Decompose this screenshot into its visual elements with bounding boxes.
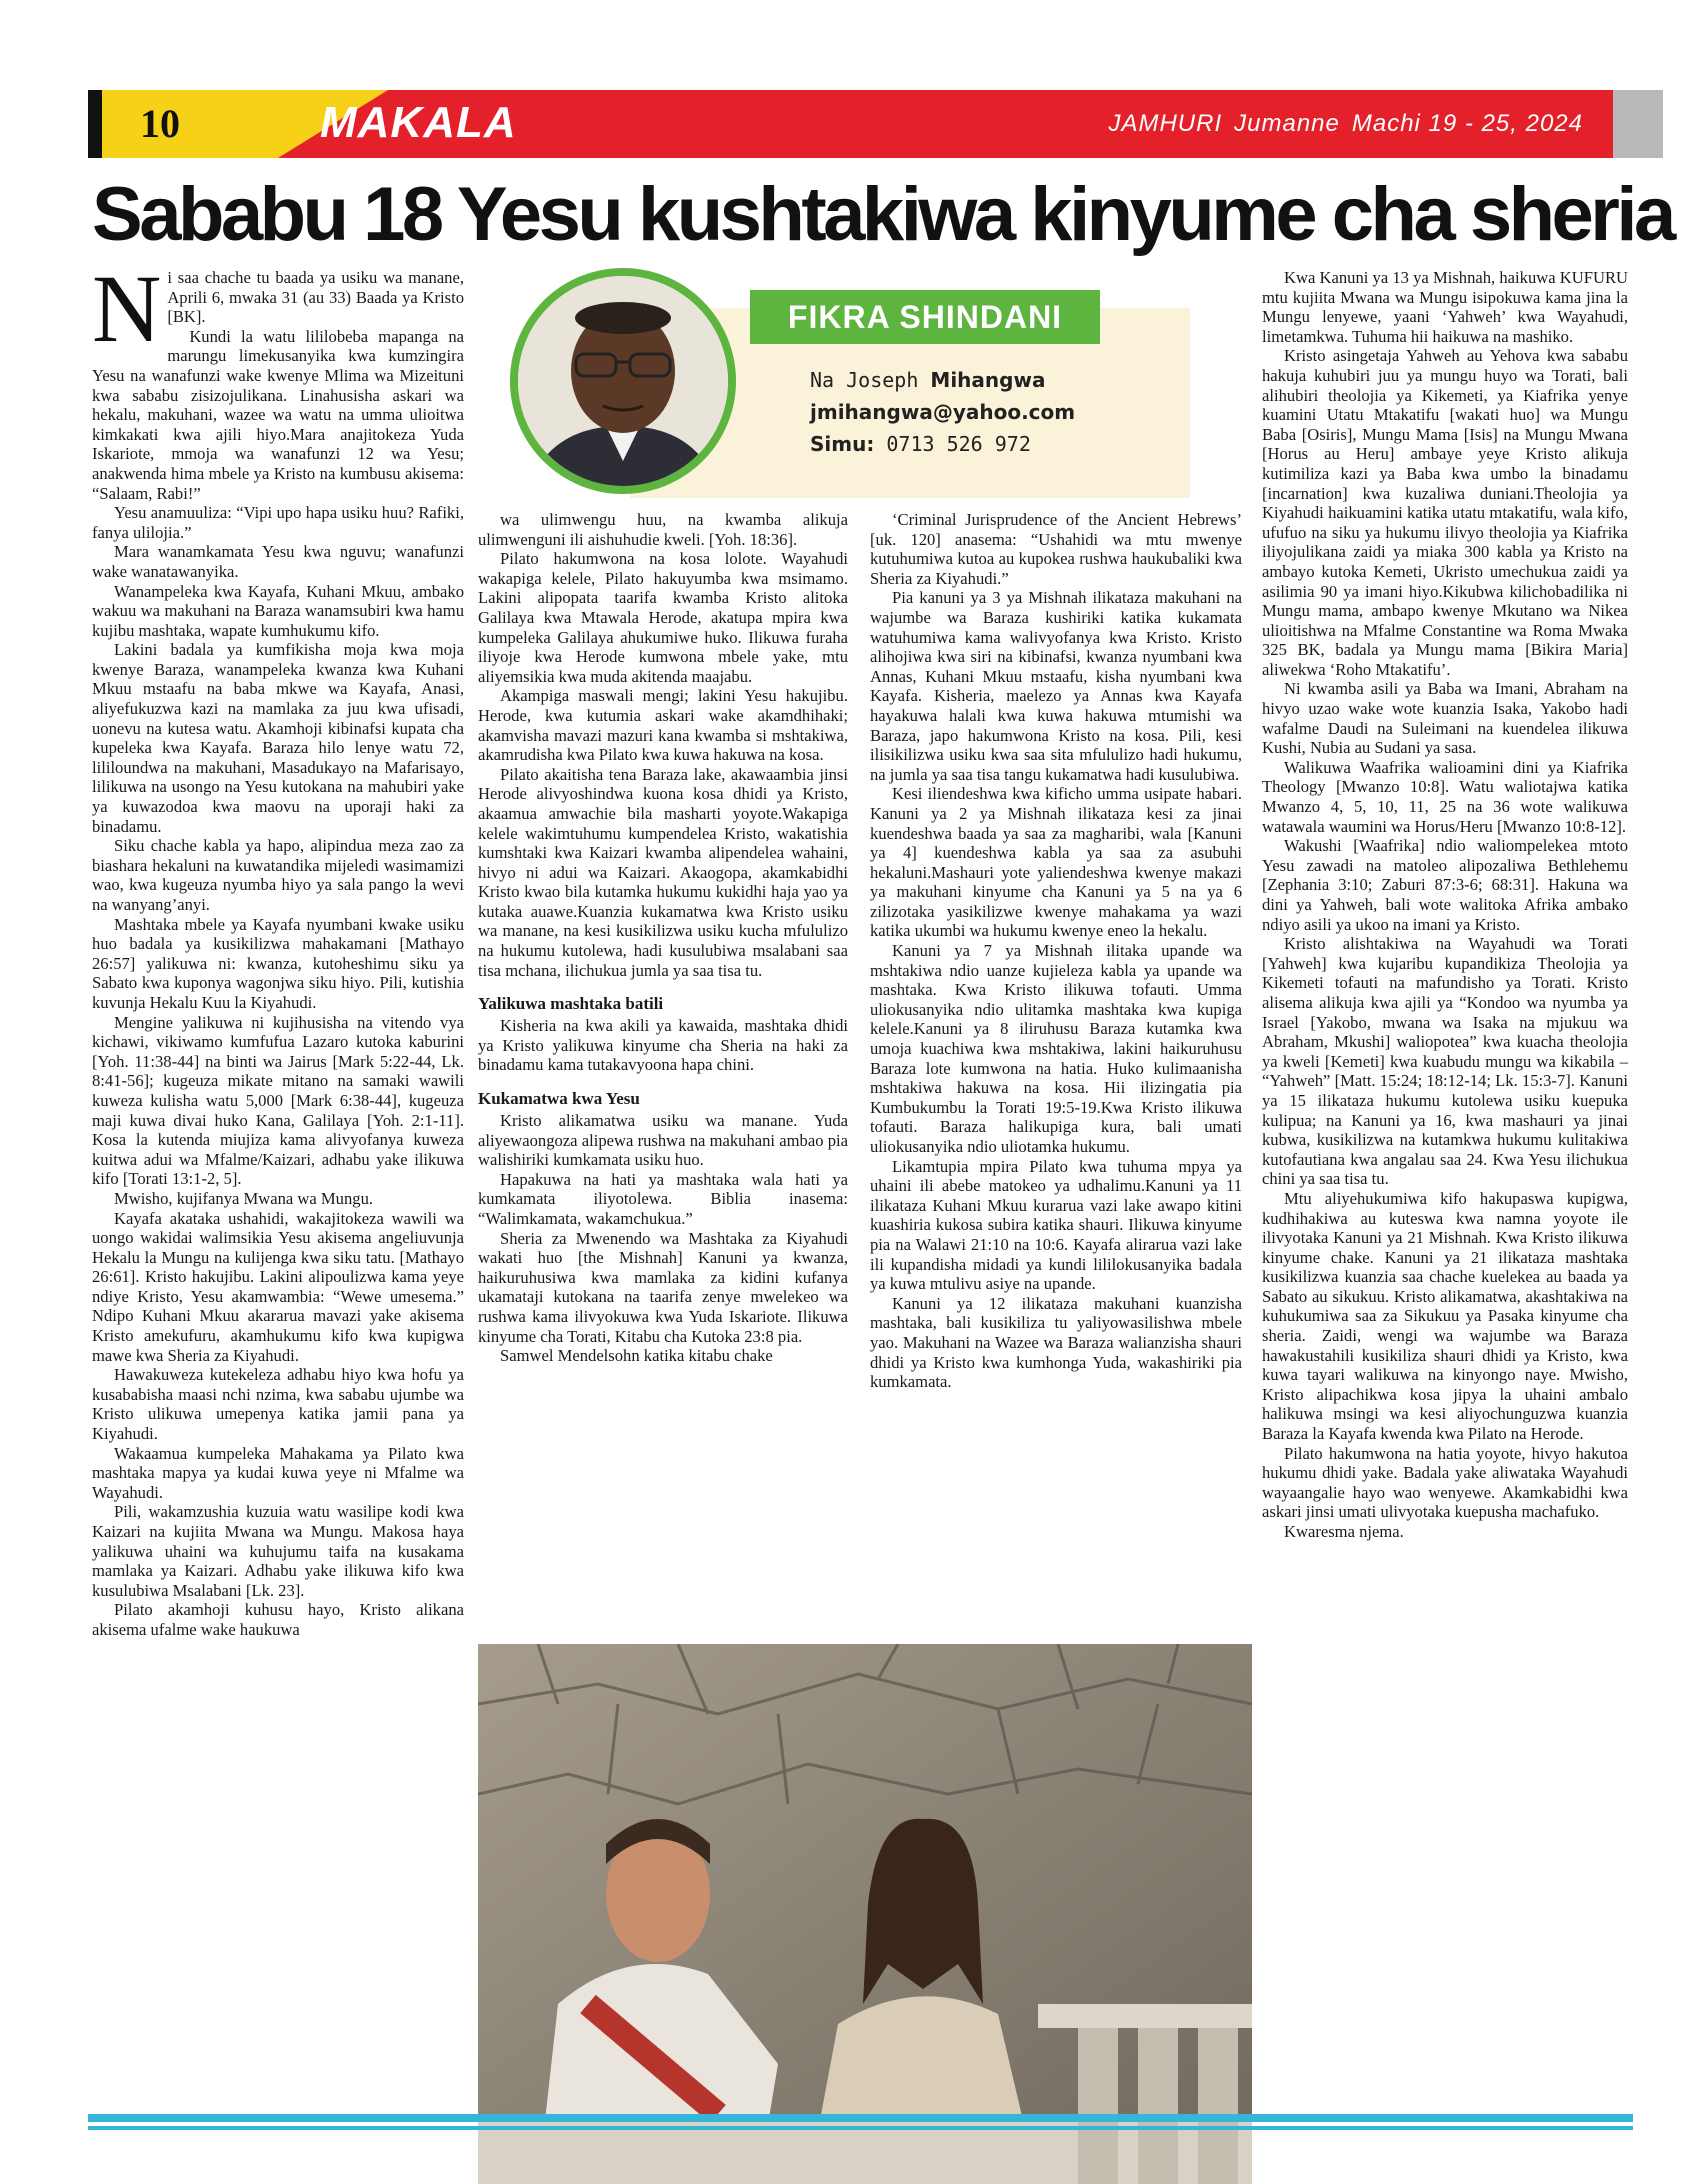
article-paragraph: Pilato hakumwona na kosa lolote. Wayahudi wakapiga kelele, Pilato hakuyumba kwa msimamo. Lakini alipopata taarifa kwamba Kristo alitoka Galilaya kwa Mtawala Herode, akatupa mpira kwa kumpeleka Galilaya ahukumiwe huko. Ilikuwa furaha iliyoje kwa Herode kumwona mbele yake, mtu aliyemsikia kwa muda akitenda maajabu. <box>478 549 848 686</box>
column-1-body <box>92 327 464 1640</box>
article-photo <box>478 1644 1252 2184</box>
article-paragraph: Pilato akaitisha tena Baraza lake, akawaambia jinsi Herode alivyoshindwa kuona kosa dhidi ya Kristo, akaamua amwachie bila masharti yoyote.Wakapiga kelele wakimtuhumu kumpendelea Kristo, wakatishia kumshtaki kwa Kaizari kwamba alipendelea wahaini, hivyo ni adui wa Kaizari. Akaogopa, akamkabidhi Kristo kwao bila kutamka hukumu kukidhi haja yao ya kutaka auawe.Kuanzia kukamatwa kwa Kristo usiku wa manane, na kesi kusikilizwa usiku kucha mfululizo na hukumu kutolewa, hadi kusulubiwa msalabani saa tisa mchana, ilichukua jumla ya saa tisa tu. <box>478 764 848 980</box>
article-paragraph: ‘Criminal Jurisprudence of the Ancient Hebrews’ [uk. 120] anasema: “Ushahidi wa mtu mwenye kutuhumiwa kutoa au kupokea rushwa haukubaliki kwa Sheria za Kiyahudi.” <box>870 510 1242 588</box>
page-header <box>88 90 1633 158</box>
article-paragraph: Kesi iliendeshwa kwa kificho umma usipate habari. Kanuni ya 2 ya Mishnah ilikataza kesi za jinai kuendeshwa baada ya saa za magharibi, wala [Kanuni ya 4] kuendeshwa kabla ya saa za asubuhi hekaluni.Mashauri yote yaliendeshwa kwenye makazi ya makuhani kinyume cha Kanuni ya 5 na ya 6 zilizotaka yasikilizwe kwenye mahakama ya wazi katika ukumbi wa hukumu kwenye eneo la hekalu. <box>870 784 1242 941</box>
article-paragraph: Kisheria na kwa akili ya kawaida, mashtaka dhidi ya Kristo yalikuwa kinyume cha Sheria na haki za binadamu kama tutakavyoona hapa chini. <box>478 1016 848 1075</box>
author-byline <box>810 368 1045 392</box>
article-column-1 <box>92 255 464 1640</box>
article-paragraph: wa ulimwengu huu, na kwamba alikuja ulimwenguni ili aishuhudie kweli. [Yoh. 18:36]. <box>478 510 848 549</box>
header-grey-tab <box>1613 90 1663 158</box>
article-paragraph: Ni kwamba asili ya Baba wa Imani, Abraham na hivyo uzao wake wote kuanzia Isaka, Yakobo hadi wafalme Daudi na Suleimani na kuendelea ilikuwa Kushi, Nubia au Sudani ya sasa. <box>1262 679 1628 758</box>
article-column-3 <box>870 510 1242 1392</box>
article-paragraph: Yesu anamuuliza: “Vipi upo hapa usiku huu? Rafiki, fanya ulilojia.” <box>92 503 464 542</box>
column-2-body-a <box>478 510 848 980</box>
article-paragraph: Wakaamua kumpeleka Mahakama ya Pilato kwa mashtaka mapya ya kudai kuwa yeye ni Mfalme wa Wayahudi. <box>92 1443 464 1502</box>
author-email[interactable] <box>810 400 1075 424</box>
article-paragraph: Mara wanamkamata Yesu kwa nguvu; wanafunzi wake wanatawanyika. <box>92 542 464 581</box>
author-portrait-image <box>518 276 728 486</box>
article-paragraph: Pia kanuni ya 3 ya Mishnah ilikataza makuhani na wajumbe wa Baraza kushiriki katika kukamata watuhumiwa kama walivyofanya kwa Kristo. Kristo alihojiwa kwa siri na kibinafsi, kwanza nyumbani kwa Annas, Kuhani Mkuu mstaafu, kisha nyumbani kwa Kayafa. Kisheria, maelezo ya Annas kwa Kayafa hayakuwa halali kwa kuwa hakuwa mtumishi wa Baraza, japo hakumwona Kristo na kosa. Pili, kesi ilisikilizwa usiku kwa saa sita mfululizo hadi hukumu, na jumla ya saa tisa tangu kukamatwa hadi kusulubiwa. <box>870 588 1242 784</box>
author-portrait <box>510 268 736 494</box>
issue-day: Jumanne <box>1234 110 1340 137</box>
footer-rule-thin <box>88 2126 1633 2130</box>
column-4-body <box>1262 268 1628 1542</box>
section-title: MAKALA <box>320 98 517 147</box>
author-email-text: jmihangwa@yahoo.com <box>810 400 1076 424</box>
page-number: 10 <box>140 101 180 146</box>
article-paragraph: Mwisho, kujifanya Mwana wa Mungu. <box>114 1188 374 1208</box>
footer-rule <box>88 2114 1633 2122</box>
article-paragraph: Kristo alikamatwa usiku wa manane. Yuda aliyewaongoza alipewa rushwa na makuhani ambao pia walishiriki kumkamata usiku huo. <box>478 1111 848 1170</box>
article-paragraph: Wanampeleka kwa Kayafa, Kuhani Mkuu, ambako wakuu wa makuhani na Baraza wanamsubiri kwa hamu kujibu mashtaka, wapate kumhukumu kifo. <box>92 581 464 640</box>
article-photo-image <box>478 1644 1252 2184</box>
article-paragraph: Kristo asingetaja Yahweh au Yehova kwa sababu hakuja kuhubiri juu ya mungu huyo wa Torati, bali alihubiri theolojia ya Kikemeti, ya Kiafrika yenye kuamini Utatu Mtakatifu [wakati huo] wa Mungu Baba [Osiris], Mungu Mama [Isis] na Mungu Mwana [Horus au Heru] ambaye yeye Kristo alikuja kutimiliza kazi ya Baba kwa umbo la binadamu [incarnation] kwa kuzaliwa duniani.Theolojia ya Kiyahudi haikuamini katika utatu mtakatifu, wala kifo, ufufuo na siku ya hukumu ilivyo theolojia ya Kiafrika iliyojulikana zaidi ya miaka 300 kabla ya Kristo na ambayo kutoka Kemeti, Ukristo umechukua zaidi ya asilimia 90 ya imani hiyo.Kikubwa kilichobadilika ni Mungu mama, ambapo kwenye Mkutano wa Nikea ulioitishwa na Mfalme Constantine wa Roma Mwaka 325 BK, badala ya Mungu mama [Bikira Maria] aliwekwa ‘Roho Mtakatifu’. <box>1262 346 1628 679</box>
column-2-body-b <box>478 1016 848 1075</box>
author-phone-label: Simu: <box>810 432 875 456</box>
article-paragraph: Kundi la watu lililobeba mapanga na marungu limekusanyika kwa kumzingira Yesu na wanafunzi wake kwenye Mlima wa Mizeituni kwa sababu zisizojulikana. Linahusisha askari wa hekalu, makuhani, wazee wa watu na umma ulioitwa kimkakati kwa ajili hiyo.Mara anajitokeza Yuda Iskariote, mmoja wa wanafunzi 12 wa Yesu; anakwenda hima mbele ya Kristo na kumbusu akisema: “Salaam, Rabi!” <box>92 326 464 503</box>
drop-cap: N <box>92 255 162 362</box>
article-paragraph: Kanuni ya 7 ya Mishnah ilitaka upande wa mshtakiwa ndio uanze kujieleza kabla ya upande wa mashtaka. Kwa Kristo ilikuwa tofauti. Umma uliokusanyika ndio ulitamka mashtaka kwa kupiga kelele.Kanuni ya 8 iliruhusu Baraza kutamka kwa umoja kuachiwa kwa mshtakiwa, lakini haikuruhusu Baraza lote kumwona na hatia. Huko kulimaanisha mshtakiwa hakuwa na kosa. Hii ilizingatia pia Kumbukumbu la Torati 19:5-19.Kwa Kristo ilikuwa tofauti. Baraza halikupiga kura, bali umati uliokusanyika ndio uliotamka hukumu. <box>870 941 1242 1156</box>
issue-dates: Machi 19 - 25, 2024 <box>1351 110 1583 137</box>
author-name: Mihangwa <box>930 368 1046 392</box>
article-column-2 <box>478 510 848 1366</box>
subheading-kukamatwa: Kukamatwa kwa Yesu <box>478 1089 640 1109</box>
article-paragraph: Walikuwa Waafrika walioamini dini ya Kiafrika Theology [Mwanzo 10:8]. Watu waliotajwa katika Mwanzo 4, 5, 10, 11, 25 na 36 wote walikuwa watawala waumini wa Horus/Heru [Mwanzo 10:8-12]. <box>1262 757 1628 836</box>
article-paragraph: Lakini badala ya kumfikisha moja kwa moja kwenye Baraza, wanampeleka kwanza kwa Kuhani Mkuu mstaafu na baba mkwe wa Kayafa, Anasi, aliyefukuzwa kazi na mamlaka za juu kwa ufisadi, uonevu na kutesa watu. Akamhoji kibinafsi kupata cha kupeleka kwa Kayafa. Baraza hilo lenye watu 72, lililoundwa na makuhani, Masadukayo na Mafarisayo, lilikuwa na usongo na Yesu kutokana na mahubiri yake ya kuwazodoa kwa maovu na uporaji haki za binadamu. <box>92 640 464 836</box>
lead-paragraph: i saa chache tu baada ya usiku wa manane, Aprili 6, mwaka 31 (au 33) Baada ya Kristo [BK]. <box>167 268 464 327</box>
article-paragraph: Mashtaka mbele ya Kayafa nyumbani kwake usiku huo badala ya kusikilizwa mahakamani [Mathayo 26:57] yalikuwa ni: kwanza, kutoheshimu siku ya Sabato kwa kuponya wagonjwa siku hiyo. Pili, kutishia kuvunja Hekalu Kuu la Kiyahudi. <box>92 914 464 1012</box>
article-paragraph: Likamtupia mpira Pilato kwa tuhuma mpya ya uhaini ili abebe matokeo ya udhalimu.Kanuni ya 11 ilikataza Kuhani Mkuu kurarua vazi lake awapo kitini kuashiria kukosa subira katika shauri. Ilikuwa kinyume pia na Walawi 21:10 na 10:6. Kayafa alirarua vazi lake ili kupandisha midadi ya kundi lililokusanyika badala ya kuwa mtulivu asiye na upande. <box>870 1156 1242 1294</box>
header-black-edge <box>88 90 102 158</box>
article-paragraph: Hapakuwa na hati ya mashtaka wala hati ya kumkamata iliyotolewa. Biblia inasema: “Walimkamata, wakamchukua.” <box>478 1169 848 1228</box>
subheading-batili: Yalikuwa mashtaka batili <box>478 994 664 1014</box>
article-column-4 <box>1262 268 1628 1542</box>
article-paragraph: Pilato hakumwona na hatia yoyote, hivyo hakutoa hukumu dhidi yake. Badala yake aliwataka Wayahudi wayaangalie hayo wao wenyewe. Akamkabidhi kwa askari jinsi umati ulivyotaka kuepusha machafuko. <box>1262 1443 1628 1522</box>
column-name-tag: FIKRA SHINDANI <box>750 290 1100 344</box>
column-3-body <box>870 510 1242 1392</box>
author-box <box>510 268 1190 498</box>
article-paragraph: Kayafa akataka ushahidi, wakajitokeza wawili wa uongo wakidai walimsikia Yesu akisema angeliuvunja Hekalu la Mungu na kulijenga kwa siku tatu. [Mathayo 26:61]. Kristo hakujibu. Lakini alipoulizwa kama yeye ndiye Kristo, Yesu akamwambia: “Wewe umesema.” Ndipo Kuhani Mkuu akararua mavazi yake akisema Kristo amekufuru, akamhukumu kifo kwa kupigwa mawe kwa Sheria za Kiyahudi. <box>92 1208 464 1365</box>
article-paragraph: Kwaresma njema. <box>1284 1522 1404 1541</box>
article-paragraph: Mtu aliyehukumiwa kifo hakupaswa kupigwa, kudhihakiwa au kuteswa kwa namna yoyote ile ilivyotaka Kanuni ya 21 Mishnah. Kwa Kristo ilikuwa kinyume chake. Kanuni ya 21 ilikataza mashtaka kusikilizwa kuanzia saa chache kuelekea au baada ya Sabato au sikukuu. Kristo alikamatwa, akashtakiwa na kuhukumiwa saa za Sikukuu ya Pasaka kinyume cha sheria. Zaidi, wengi wa wajumbe wa Baraza hawakustahili kusikiliza shauri dhidi ya Kristo, kwa kuwa tayari walikuwa na kinyongo naye. Mwisho, Kristo alipachikwa kosa jipya la uhaini ambalo halikuwa msingi wa kesi aliyochunguzwa kuanzia Baraza la Kayafa kwenda kwa Pilato na Herode. <box>1262 1188 1628 1444</box>
author-phone <box>810 432 1031 456</box>
author-prefix: Na Joseph <box>810 368 919 392</box>
dateline <box>1096 110 1583 138</box>
column-2-body-c <box>478 1111 848 1366</box>
article-paragraph: Mengine yalikuwa ni kujihusisha na vitendo vya kichawi, vikiwamo kumfufua Lazaro kutoka kaburini [Yoh. 11:38-44] na binti wa Jairus [Mark 5:22-44, Lk. 8:41-56]; kugeuza mikate mitano na samaki wawili kuweza kulisha watu 5,000 [Mark 6:38-44], kugeuza maji kuwa divai huko Kana, Galilaya [Yoh. 2:1-11]. Kosa la kutenda miujiza kama alivyofanya kuweza kuitwa adui wa Mfalme/Kaizari, adhabu yake ilikuwa kifo [Torati 13:1-2, 5]. <box>92 1012 464 1189</box>
article-paragraph: Samwel Mendelsohn katika kitabu chake <box>500 1346 773 1366</box>
article-paragraph: Siku chache kabla ya hapo, alipindua meza zao za biashara hekaluni na kuwatandika mijeledi wasimamizi wao, kwa kugeuza nyumba hiyo ya sala pango la wevi na wanyang’anyi. <box>92 836 464 914</box>
article-paragraph: Pilato akamhoji kuhusu hayo, Kristo alikana akisema ufalme wake haukuwa <box>92 1600 464 1639</box>
author-phone-number: 0713 526 972 <box>886 432 1031 456</box>
article-paragraph: Kristo alishtakiwa na Wayahudi wa Torati [Yahweh] kwa kujaribu kupandikiza Theolojia ya Kikemeti tofauti na mafundisho ya Torati. Kristo alisema alikuja kwa ajili ya “Kondoo wa nyumba ya Israel [Yakobo, mwana wa Isaka na mjukuu wa Abraham, Mkushi] waliopotea” kwa kuacha theolojia ya kweli [Kemeti] kwa kuabudu mungu wa kikabila – “Yahweh” [Matt. 15:24; 18:12-14; Lk. 15:3-7]. Kanuni ya 15 ilikataza hukumu kutolewa usiku kuepuka kulipua; na Kanuni ya 16, kwa mashauri ya jinai kubwa, kusikilizwa na kutamkwa hukumu kulitakiwa kutofautiana kwa angalau saa 24. Kwa Yesu ilichukua chini ya saa tisa tu. <box>1262 934 1628 1189</box>
publication-name: JAMHURI <box>1108 110 1223 137</box>
article-paragraph: Akampiga maswali mengi; lakini Yesu hakujibu. Herode, kwa kutumia askari wake akamdhihaki; akamvisha mavazi mazuri kana kwamba si mshtakiwa, akamrudisha kwa Pilato kwa kuwa hakuwa na kosa. <box>478 686 848 765</box>
article-paragraph: Hawakuweza kutekeleza adhabu hiyo kwa hofu ya kusababisha maasi nchi nzima, kwa sababu ujumbe wa Kristo ulikuwa umepenya katika jamii pana ya Kiyahudi. <box>92 1365 464 1444</box>
article-paragraph: Pili, wakamzushia kuzuia watu wasilipe kodi kwa Kaizari na kujiita Mwana wa Mungu. Makosa haya yalikuwa uhaini wa kuhujumu taifa na kusakama mamlaka ya Kaizari. Adhabu yake ilikuwa kifo kwa kusulubiwa Msalabani [Lk. 23]. <box>92 1502 464 1600</box>
article-paragraph: Kanuni ya 12 ilikataza makuhani kuanzisha mashtaka, bali kusikiliza tu yaliyowasilishwa mbele yao. Makuhani na Wazee wa Baraza walianzisha shauri dhidi ya Kristo kwa kumhonga Yuda, wakashiriki pia kumkamata. <box>870 1293 1242 1392</box>
article-paragraph: Kwa Kanuni ya 13 ya Mishnah, haikuwa KUFURU mtu kujiita Mwana wa Mungu isipokuwa kama jina la Mungu lenyewe, yaani ‘Yahweh’ kwa Wayahudi, limetamkwa. Tuhuma hii haikuwa na mashiko. <box>1262 268 1628 346</box>
article-paragraph: Sheria za Mwenendo wa Mashtaka za Kiyahudi wakati huo [the Mishnah] Kanuni ya kwanza, haikuruhusiwa kwa mamlaka za kidini kufanya ukamataji kutokana na taarifa zenye mwelekeo wa rushwa kama ilivyokuwa kwa Yuda Iskariote. Ilikuwa kinyume cha Torati, Kitabu cha Kutoka 23:8 pia. <box>478 1228 848 1346</box>
article-headline: Sababu 18 Yesu kushtakiwa kinyume cha sheria <box>92 172 1673 257</box>
article-paragraph: Wakushi [Waafrika] ndio waliompelekea mtoto Yesu zawadi na matoleo alipozaliwa Bethlehemu [Zephania 3:10; Zaburi 87:3-6; 68:31]. Hakuna wa dini ya Yahweh, bali wote walitoka Afrika ambako ndiyo asili ya ukoo na imani ya Kristo. <box>1262 836 1628 934</box>
